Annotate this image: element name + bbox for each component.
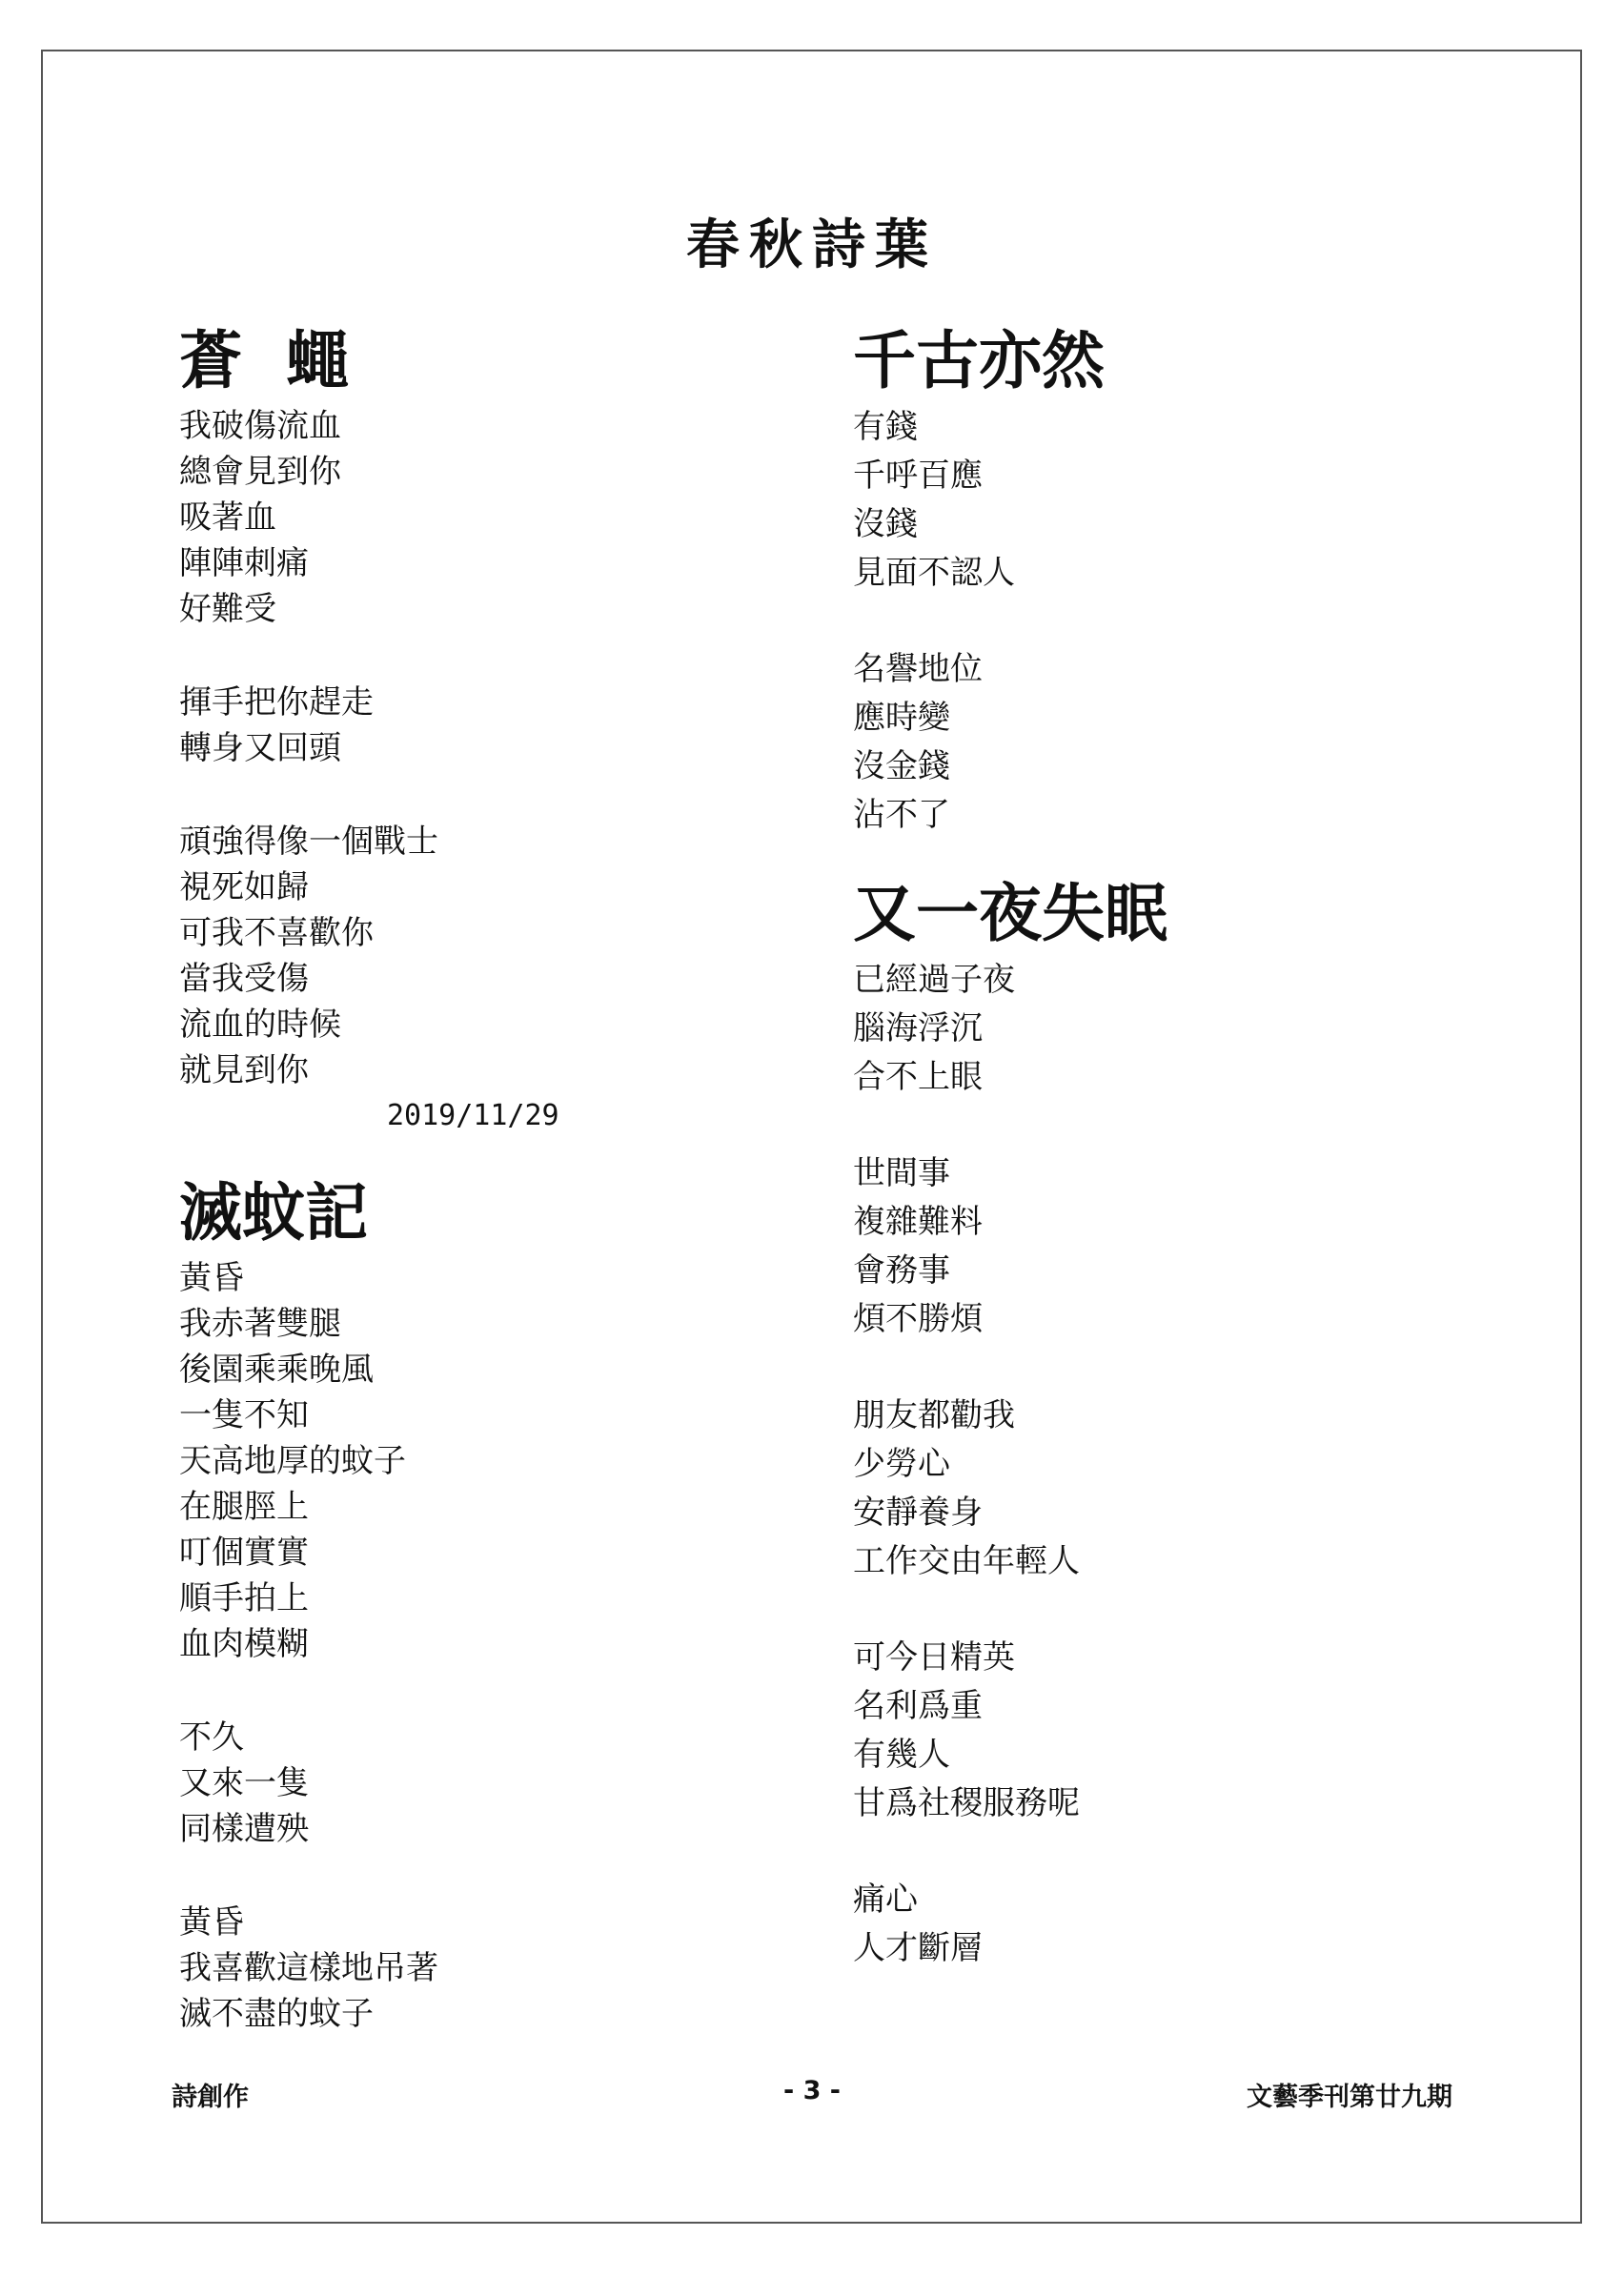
poem-line: 沾不了 — [853, 796, 950, 834]
footer-publication: 文藝季刊第廿九期 — [1247, 2083, 1452, 2112]
poem-title: 千古亦然 — [853, 323, 1105, 397]
poem-line: 黃昏 — [179, 1903, 244, 1942]
stanza — [853, 645, 1425, 840]
page-title: 春秋詩葉 — [686, 213, 938, 276]
poem-line: 頑強得像一個戰士 — [179, 823, 438, 861]
footer-section-label: 詩創作 — [172, 2083, 249, 2112]
poem-line: 煩不勝煩 — [853, 1300, 983, 1338]
poem-line: 後園乘乘晚風 — [179, 1351, 374, 1389]
poem-line: 天高地厚的蚊子 — [179, 1442, 406, 1480]
poem-line: 就見到你 — [179, 1051, 309, 1089]
poem-line: 世間事 — [853, 1154, 950, 1192]
left-column — [179, 323, 675, 2079]
poem-line: 我喜歡這樣地吊著 — [179, 1949, 438, 1987]
poem-line: 同樣遭殃 — [179, 1810, 309, 1848]
poem-line: 已經過子夜 — [853, 961, 1015, 999]
poem-line: 在腿脛上 — [179, 1488, 309, 1526]
poem-line: 可今日精英 — [853, 1638, 1015, 1677]
poem-line: 腦海浮沉 — [853, 1009, 983, 1047]
poem-line: 一隻不知 — [179, 1396, 309, 1434]
poem-line: 工作交由年輕人 — [853, 1542, 1080, 1580]
stanza — [179, 680, 675, 771]
poem-line: 少勞心 — [853, 1445, 950, 1483]
poem-line: 朋友都勸我 — [853, 1396, 1015, 1434]
stanza — [179, 403, 675, 632]
poem-title: 又一夜失眠 — [853, 876, 1167, 950]
poem-line: 視死如歸 — [179, 868, 309, 906]
poem-line: 複雜難料 — [853, 1203, 983, 1241]
poem-line: 甘爲社稷服務呢 — [853, 1784, 1080, 1822]
stanza — [179, 1255, 675, 1667]
poem — [179, 323, 675, 1139]
stanza — [853, 1392, 1425, 1586]
poem-line: 安靜養身 — [853, 1494, 983, 1532]
poem-line: 我破傷流血 — [179, 407, 341, 445]
poem-line: 我赤著雙腿 — [179, 1305, 341, 1343]
poem-line: 總會見到你 — [179, 453, 341, 491]
poem — [853, 876, 1425, 1973]
stanza — [179, 1900, 675, 2037]
poem-line: 叮個實實 — [179, 1534, 309, 1572]
poem-line: 應時變 — [853, 699, 950, 737]
poem-line: 會務事 — [853, 1251, 950, 1290]
poem-title: 蒼 蠅 — [179, 323, 349, 397]
poem-line: 黃昏 — [179, 1259, 244, 1297]
poem-line: 有錢 — [853, 408, 918, 446]
stanza — [853, 956, 1425, 1102]
poem-line: 順手拍上 — [179, 1579, 309, 1617]
stanza — [853, 1876, 1425, 1973]
poem-title: 滅蚊記 — [179, 1175, 368, 1250]
stanza — [853, 1634, 1425, 1828]
poem-line: 當我受傷 — [179, 960, 309, 998]
right-column — [853, 323, 1425, 2015]
footer-page-number: - 3 - — [783, 2076, 841, 2105]
poem — [853, 323, 1425, 840]
poem-line: 又來一隻 — [179, 1764, 309, 1802]
poem-line: 不久 — [179, 1718, 244, 1757]
poem-line: 見面不認人 — [853, 554, 1015, 592]
poem-line: 可我不喜歡你 — [179, 914, 374, 952]
poem-line: 血肉模糊 — [179, 1625, 309, 1663]
stanza — [853, 403, 1425, 598]
poem-line: 沒金錢 — [853, 747, 950, 785]
stanza — [179, 1715, 675, 1852]
poem-line: 合不上眼 — [853, 1058, 983, 1096]
poem-line: 名利爲重 — [853, 1687, 983, 1725]
poem-line: 滅不盡的蚊子 — [179, 1995, 374, 2033]
poem-line: 有幾人 — [853, 1736, 950, 1774]
poem-line: 千呼百應 — [853, 457, 983, 495]
poem-date: 2019/11/29 — [387, 1099, 559, 1132]
poem-line: 好難受 — [179, 590, 276, 628]
poem-line: 轉身又回頭 — [179, 729, 341, 767]
poem-line: 流血的時候 — [179, 1006, 341, 1044]
poem-line: 沒錢 — [853, 505, 918, 543]
poem-line: 陣陣刺痛 — [179, 544, 309, 582]
poem — [179, 1175, 675, 2037]
poem-line: 痛心 — [853, 1881, 918, 1919]
poem-line: 揮手把你趕走 — [179, 683, 374, 722]
poem-line: 吸著血 — [179, 498, 276, 537]
stanza — [179, 819, 675, 1093]
poem-line: 名譽地位 — [853, 650, 983, 688]
poem-line: 人才斷層 — [853, 1929, 983, 1967]
stanza — [853, 1149, 1425, 1344]
